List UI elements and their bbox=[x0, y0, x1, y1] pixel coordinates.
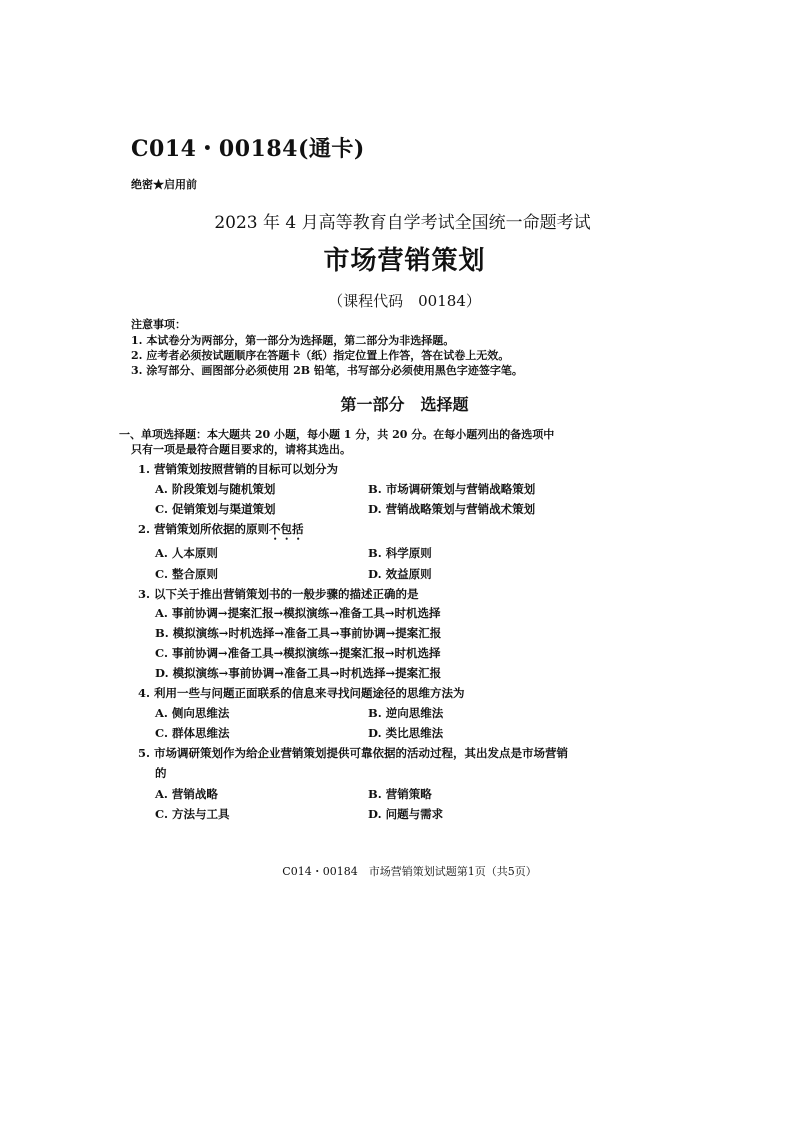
question-4-option-d: D. 类比思维法 bbox=[368, 726, 444, 740]
question-4-option-a: A. 侧向思维法 bbox=[155, 706, 230, 720]
question-1-stem: 1. 营销策划按照营销的目标可以划分为 bbox=[138, 462, 339, 476]
question-1-option-a: A. 阶段策划与随机策划 bbox=[155, 482, 276, 496]
section-intro-line: 一、单项选择题：本大题共 20 小题，每小题 1 分，共 20 分。在每小题列出的备选项中 bbox=[119, 428, 555, 441]
question-2-option-c: C. 整合原则 bbox=[155, 567, 218, 581]
question-3-option-a: A. 事前协调→提案汇报→模拟演练→准备工具→时机选择 bbox=[155, 606, 441, 620]
question-1-option-b: B. 市场调研策划与营销战略策划 bbox=[368, 482, 536, 496]
question-4-option-b: B. 逆向思维法 bbox=[368, 706, 444, 720]
question-1-option-c: C. 促销策划与渠道策划 bbox=[155, 502, 276, 516]
question-2-option-b: B. 科学原则 bbox=[368, 546, 432, 560]
exam-title: 2023 年 4 月高等教育自学考试全国统一命题考试 bbox=[214, 213, 591, 233]
question-5-stem: 5. 市场调研策划作为给企业营销策划提供可靠依据的活动过程，其出发点是市场营销 bbox=[138, 746, 569, 760]
question-2-option-a: A. 人本原则 bbox=[155, 546, 218, 560]
question-3-stem: 3. 以下关于推出营销策划书的一般步骤的描述正确的是 bbox=[138, 587, 419, 601]
notice-item: 1. 本试卷分为两部分，第一部分为选择题，第二部分为非选择题。 bbox=[131, 334, 455, 347]
question-5-option-c: C. 方法与工具 bbox=[155, 807, 230, 821]
question-4-stem: 4. 利用一些与问题正面联系的信息来寻找问题途径的思维方法为 bbox=[138, 686, 465, 700]
paper-code-header: C014・00184(通卡) bbox=[131, 136, 365, 162]
notice-item: 2. 应考者必须按试题顺序在答题卡（纸）指定位置上作答，答在试卷上无效。 bbox=[131, 349, 510, 362]
section-intro bbox=[119, 427, 554, 457]
notice-title: 注意事项： bbox=[131, 318, 186, 331]
question-3-option-b: B. 模拟演练→时机选择→准备工具→事前协调→提案汇报 bbox=[155, 626, 442, 640]
question-1-option-d: D. 营销战略策划与营销战术策划 bbox=[368, 502, 536, 516]
section-intro-line: 只有一项是最符合题目要求的，请将其选出。 bbox=[131, 443, 351, 456]
page-footer: C014・00184 市场营销策划试题第1页（共5页） bbox=[282, 865, 537, 878]
question-5-stem-continued: 的 bbox=[155, 766, 167, 780]
question-3-option-c: C. 事前协调→准备工具→模拟演练→提案汇报→时机选择 bbox=[155, 646, 441, 660]
notice-item: 3. 涂写部分、画图部分必须使用 2B 铅笔，书写部分必须使用黑色字迹签字笔。 bbox=[131, 364, 523, 377]
course-code: （课程代码 00184） bbox=[328, 292, 481, 310]
question-4-option-c: C. 群体思维法 bbox=[155, 726, 230, 740]
question-2-stem bbox=[138, 521, 304, 543]
subject-title: 市场营销策划 bbox=[323, 246, 486, 276]
question-2-emphasis: 不包括 bbox=[269, 522, 304, 536]
question-2-option-d: D. 效益原则 bbox=[368, 567, 432, 581]
question-5-option-a: A. 营销战略 bbox=[155, 787, 218, 801]
question-3-option-d: D. 模拟演练→事前协调→准备工具→时机选择→提案汇报 bbox=[155, 666, 442, 680]
part-one-title: 第一部分 选择题 bbox=[340, 395, 469, 414]
question-2-stem-text: 2. 营销策划所依据的原则 bbox=[138, 522, 270, 536]
question-5-option-d: D. 问题与需求 bbox=[368, 807, 444, 821]
confidential-label: 绝密★启用前 bbox=[131, 178, 197, 191]
question-5-option-b: B. 营销策略 bbox=[368, 787, 432, 801]
